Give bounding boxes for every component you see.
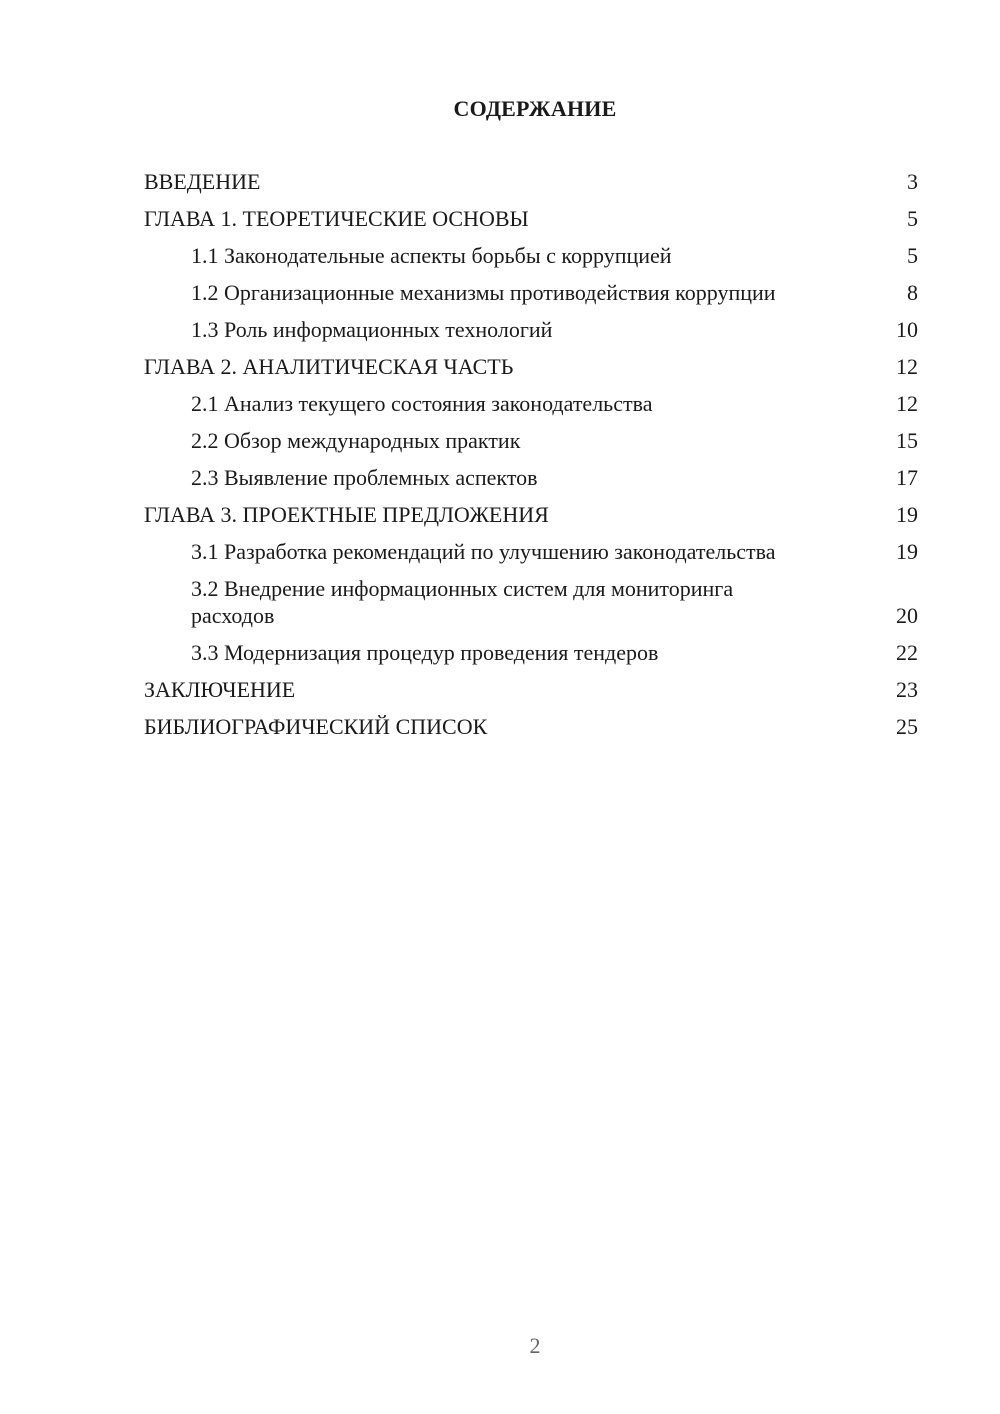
toc-entry-page: 5: [907, 206, 918, 231]
toc-entry-label: 2.2 Обзор международных практик: [191, 428, 521, 453]
toc-entry-label: 1.2 Организационные механизмы противодействия коррупции: [191, 280, 776, 305]
toc-entry-chapter-1: [144, 205, 918, 232]
toc-entry-page: 25: [896, 714, 918, 739]
toc-entry-page: 8: [907, 280, 918, 305]
toc-entry-label: 2.3 Выявление проблемных аспектов: [191, 465, 538, 490]
toc-entry-label: ГЛАВА 3. ПРОЕКТНЫЕ ПРЕДЛОЖЕНИЯ: [144, 502, 549, 527]
toc-entry-page: 10: [896, 317, 918, 342]
toc-entry-section-3-1: [144, 538, 918, 565]
toc-entry-label: 1.3 Роль информационных технологий: [191, 317, 553, 342]
toc-entry-label: ГЛАВА 2. АНАЛИТИЧЕСКАЯ ЧАСТЬ: [144, 354, 514, 379]
page-number: 2: [529, 1333, 541, 1358]
toc-entry-label: 3.2 Внедрение информационных систем для мониторинга расходов: [191, 576, 734, 628]
toc-entry-page: 19: [896, 539, 918, 564]
toc-entry-page: 12: [896, 391, 918, 416]
toc-entry-label: ЗАКЛЮЧЕНИЕ: [144, 677, 296, 702]
toc-entry-label: 1.1 Законодательные аспекты борьбы с коррупцией: [191, 243, 672, 268]
toc-entry-page: 17: [896, 465, 918, 490]
toc-entry-chapter-2: [144, 353, 918, 380]
toc-entry-chapter-3: [144, 501, 918, 528]
toc-entry-page: 22: [896, 640, 918, 665]
toc-entry-label: 3.1 Разработка рекомендаций по улучшению законодательства: [191, 539, 776, 564]
toc-entry-conclusion: [144, 676, 918, 703]
toc-entry-section-3-3: [144, 639, 918, 666]
toc-entry-page: 15: [896, 428, 918, 453]
toc-entry-label: БИБЛИОГРАФИЧЕСКИЙ СПИСОК: [144, 714, 488, 739]
toc-entry-introduction: [144, 168, 918, 195]
toc-entry-label: ГЛАВА 1. ТЕОРЕТИЧЕСКИЕ ОСНОВЫ: [144, 206, 529, 231]
table-of-contents: [144, 168, 918, 750]
toc-entry-page: 23: [896, 677, 918, 702]
toc-entry-page: 5: [907, 243, 918, 268]
toc-entry-section-3-2: [144, 575, 918, 629]
toc-entry-label: ВВЕДЕНИЕ: [144, 169, 261, 194]
toc-entry-section-1-1: [144, 242, 918, 269]
toc-entry-page: 20: [896, 603, 918, 628]
toc-entry-label: 3.3 Модернизация процедур проведения тендеров: [191, 640, 659, 665]
toc-entry-page: 19: [896, 502, 918, 527]
page-title: СОДЕРЖАНИЕ: [453, 96, 617, 121]
toc-entry-section-1-3: [144, 316, 918, 343]
toc-entry-section-2-3: [144, 464, 918, 491]
toc-entry-page: 3: [907, 169, 918, 194]
toc-entry-section-2-1: [144, 390, 918, 417]
toc-entry-label: 2.1 Анализ текущего состояния законодательства: [191, 391, 653, 416]
toc-entry-page: 12: [896, 354, 918, 379]
toc-entry-bibliography: [144, 713, 918, 740]
toc-entry-section-1-2: [144, 279, 918, 306]
toc-entry-section-2-2: [144, 427, 918, 454]
